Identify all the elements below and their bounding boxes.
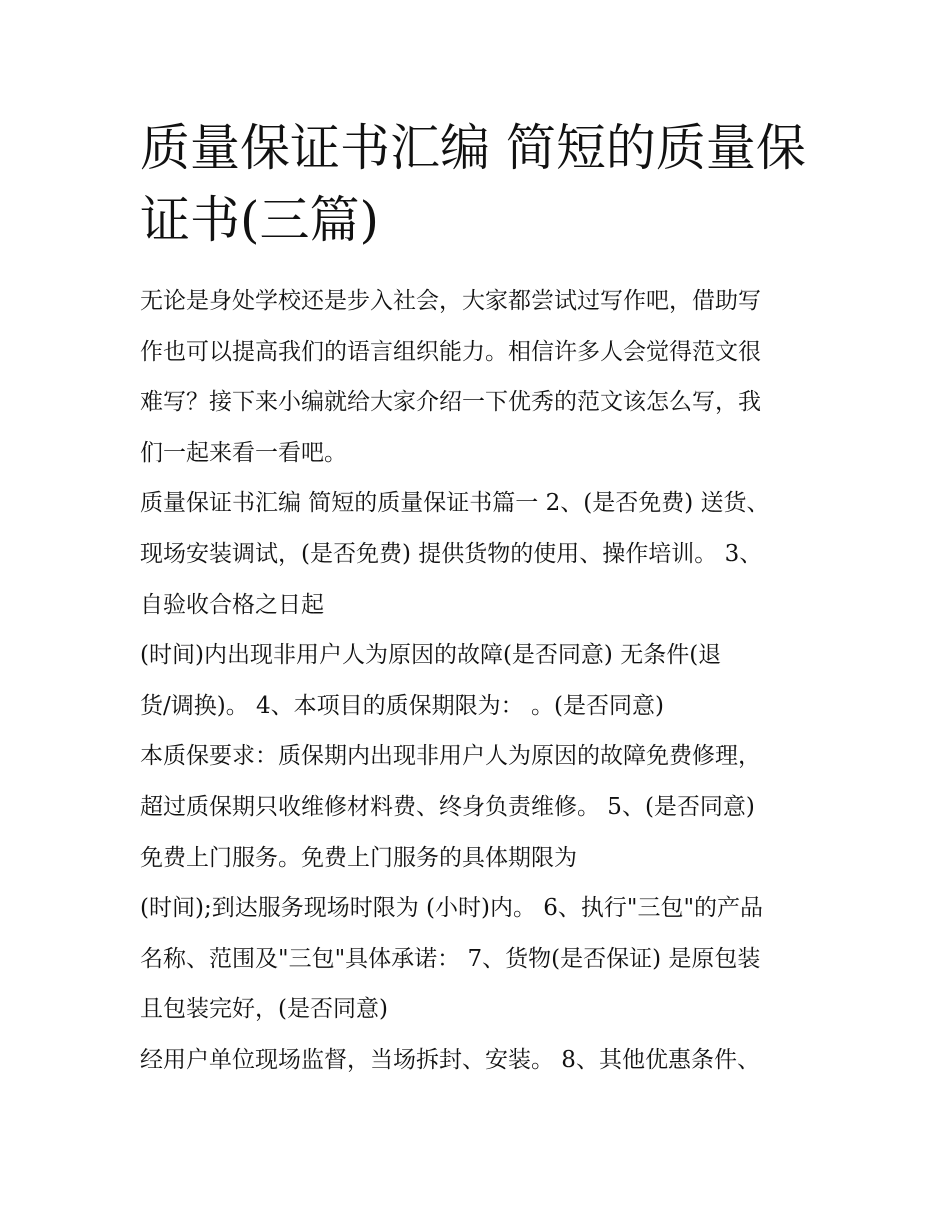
text-line: 作也可以提高我们的语言组织能力。相信许多人会觉得范文很 xyxy=(140,338,761,365)
document-body xyxy=(140,276,820,1086)
text-line: 经用户单位现场监督，当场拆封、安装。 8、其他优惠条件、 xyxy=(140,1046,760,1073)
text-line: 无论是身处学校还是步入社会，大家都尝试过写作吧，借助写 xyxy=(140,288,761,314)
paragraph-warranty-requirements xyxy=(140,731,820,883)
paragraph-section-one xyxy=(140,478,820,630)
title-line: 质量保证书汇编 简短的质量保 xyxy=(140,119,806,177)
text-line: 自验收合格之日起 xyxy=(140,591,324,618)
text-line: 质量保证书汇编 简短的质量保证书篇一 2、(是否免费) 送货、 xyxy=(140,490,770,517)
text-line: 难写？接下来小编就给大家介绍一下优秀的范文该怎么写，我 xyxy=(140,389,761,416)
paragraph-service-terms xyxy=(140,883,820,1035)
paragraph-installation xyxy=(140,1035,820,1086)
text-line: 本质保要求：质保期内出现非用户人为原因的故障免费修理， xyxy=(140,743,761,770)
text-line: 超过质保期只收维修材料费、终身负责维修。 5、(是否同意) xyxy=(140,793,755,820)
text-line: 免费上门服务。免费上门服务的具体期限为 xyxy=(140,844,577,871)
text-line: 们一起来看一看吧。 xyxy=(140,439,347,466)
paragraph-warranty-period xyxy=(140,630,820,731)
text-line: 且包装完好，(是否同意) xyxy=(140,996,388,1023)
paragraph-intro xyxy=(140,276,820,478)
text-line: (时间)内出现非用户人为原因的故障(是否同意) 无条件(退 xyxy=(140,642,722,669)
text-line: (时间);到达服务现场时限为 (小时)内。 6、执行"三包"的产品 xyxy=(140,895,764,922)
title-line: 证书(三篇) xyxy=(140,191,380,249)
text-line: 名称、范围及"三包"具体承诺： 7、货物(是否保证) 是原包装 xyxy=(140,945,761,972)
text-line: 货/调换)。 4、本项目的质保期限为： 。(是否同意) xyxy=(140,692,664,719)
document-title xyxy=(140,112,820,256)
text-line: 现场安装调试，(是否免费) 提供货物的使用、操作培训。 3、 xyxy=(140,540,763,567)
